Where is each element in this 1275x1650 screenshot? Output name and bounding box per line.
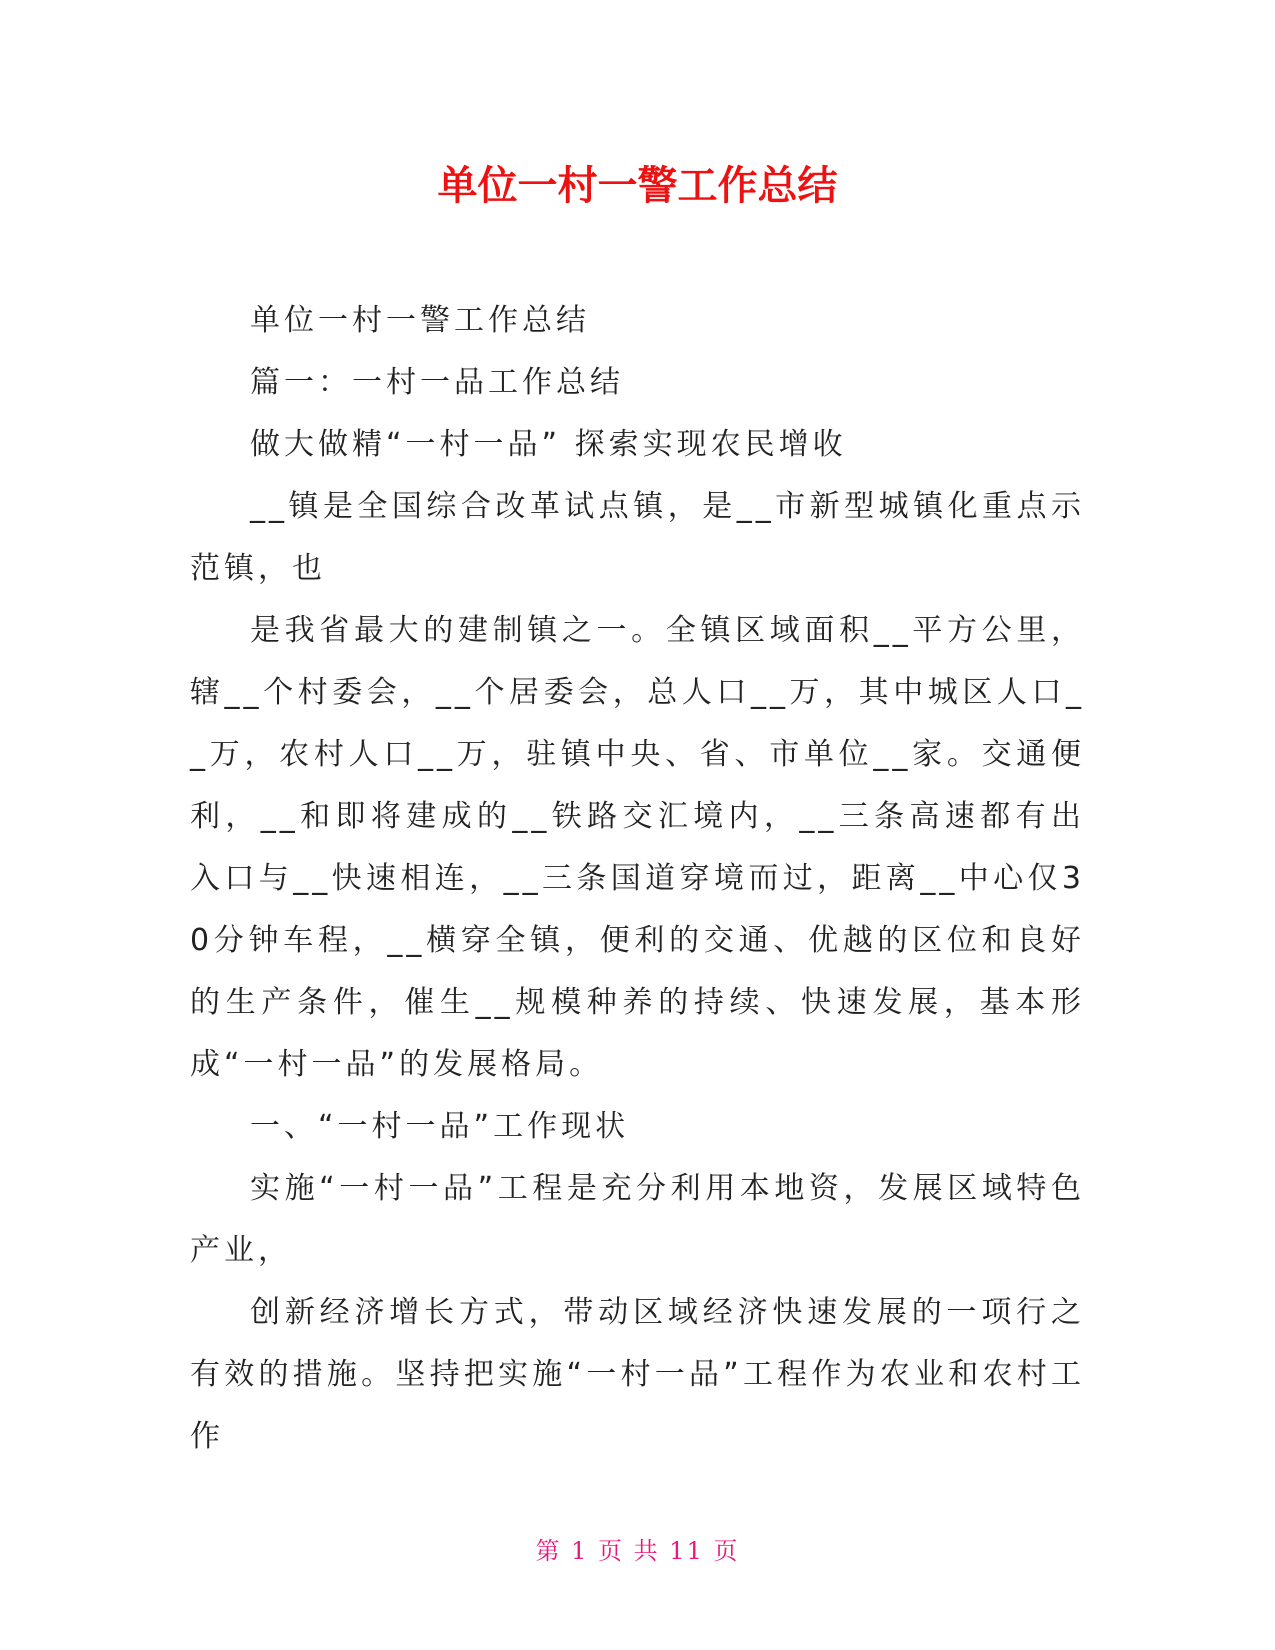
paragraph-subtitle: 单位一村一警工作总结 <box>250 303 590 338</box>
document-title: 单位一村一警工作总结 <box>437 163 838 209</box>
paragraph-intro: __镇是全国综合改革试点镇，是__市新型城镇化重点示范镇，也 <box>190 489 1085 586</box>
document-body <box>190 290 1085 1468</box>
paragraph-overview: 是我省最大的建制镇之一。全镇区域面积__平方公里，辖__个村委会，__个居委会，总人口__万，其中城区人口__万，农村人口__万，驻镇中央、省、市单位__家。交通便利，__和即将建成的__铁路交汇境内，__三条高速都有出入口与__快速相连，__三条国道穿境而过，距离__中心仅30分钟车程，__横穿全镇，便利的交通、优越的区位和良好的生产条件，催生__规模种养的持续、快速发展，基本形成“一村一品”的发展格局。 <box>190 613 1085 1082</box>
paragraph-slogan: 做大做精“一村一品” 探索实现农民增收 <box>250 427 847 462</box>
paragraph-section-heading: 一、“一村一品”工作现状 <box>250 1109 630 1144</box>
paragraph-part-heading: 篇一：一村一品工作总结 <box>250 365 624 400</box>
page-footer: 第 1 页 共 11 页 <box>535 1537 740 1565</box>
paragraph-section-text-2: 创新经济增长方式，带动区域经济快速发展的一项行之有效的措施。坚持把实施“一村一品”工程作为农业和农村工作 <box>190 1295 1085 1454</box>
paragraph-section-text-1: 实施“一村一品”工程是充分利用本地资，发展区域特色产业， <box>190 1171 1085 1268</box>
